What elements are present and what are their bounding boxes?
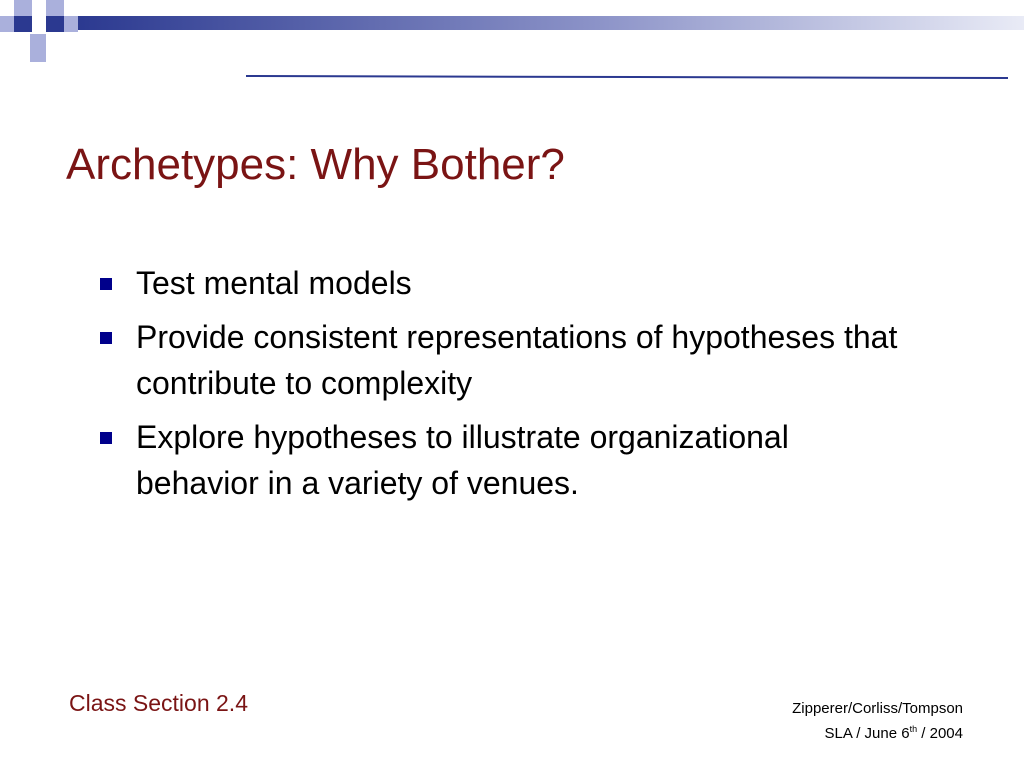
decor-square xyxy=(46,16,64,32)
bullet-text: Provide consistent representations of hypotheses that contribute to complexity xyxy=(136,319,898,401)
square-bullet-icon xyxy=(100,332,112,344)
decor-square xyxy=(0,16,14,32)
bullet-text: Test mental models xyxy=(136,265,412,301)
bullet-item xyxy=(96,260,916,306)
bullet-list xyxy=(96,260,916,514)
bullet-item xyxy=(96,414,916,506)
footer-event xyxy=(792,719,963,744)
decor-square xyxy=(14,16,32,32)
footer-section-label: Class Section 2.4 xyxy=(69,690,248,716)
header-gradient-bar xyxy=(76,16,1024,30)
bullet-text: Explore hypotheses to illustrate organizational behavior in a variety of venues. xyxy=(136,419,789,501)
header-decoration xyxy=(0,0,1024,90)
decor-square xyxy=(30,34,46,48)
footer-event-sup: th xyxy=(909,724,918,734)
footer-event-suffix: / 2004 xyxy=(917,725,963,742)
slide-title: Archetypes: Why Bother? xyxy=(66,140,565,189)
header-rule xyxy=(246,76,1008,78)
decor-square xyxy=(64,16,78,32)
decor-square xyxy=(14,0,32,16)
footer-authors: Zipperer/Corliss/Tompson xyxy=(792,700,963,717)
decor-square xyxy=(30,48,46,62)
square-bullet-icon xyxy=(100,432,112,444)
decor-square xyxy=(46,0,64,16)
square-bullet-icon xyxy=(100,278,112,290)
footer-credits xyxy=(792,698,963,744)
bullet-item xyxy=(96,314,916,406)
footer-event-prefix: SLA / June 6 xyxy=(824,725,910,742)
